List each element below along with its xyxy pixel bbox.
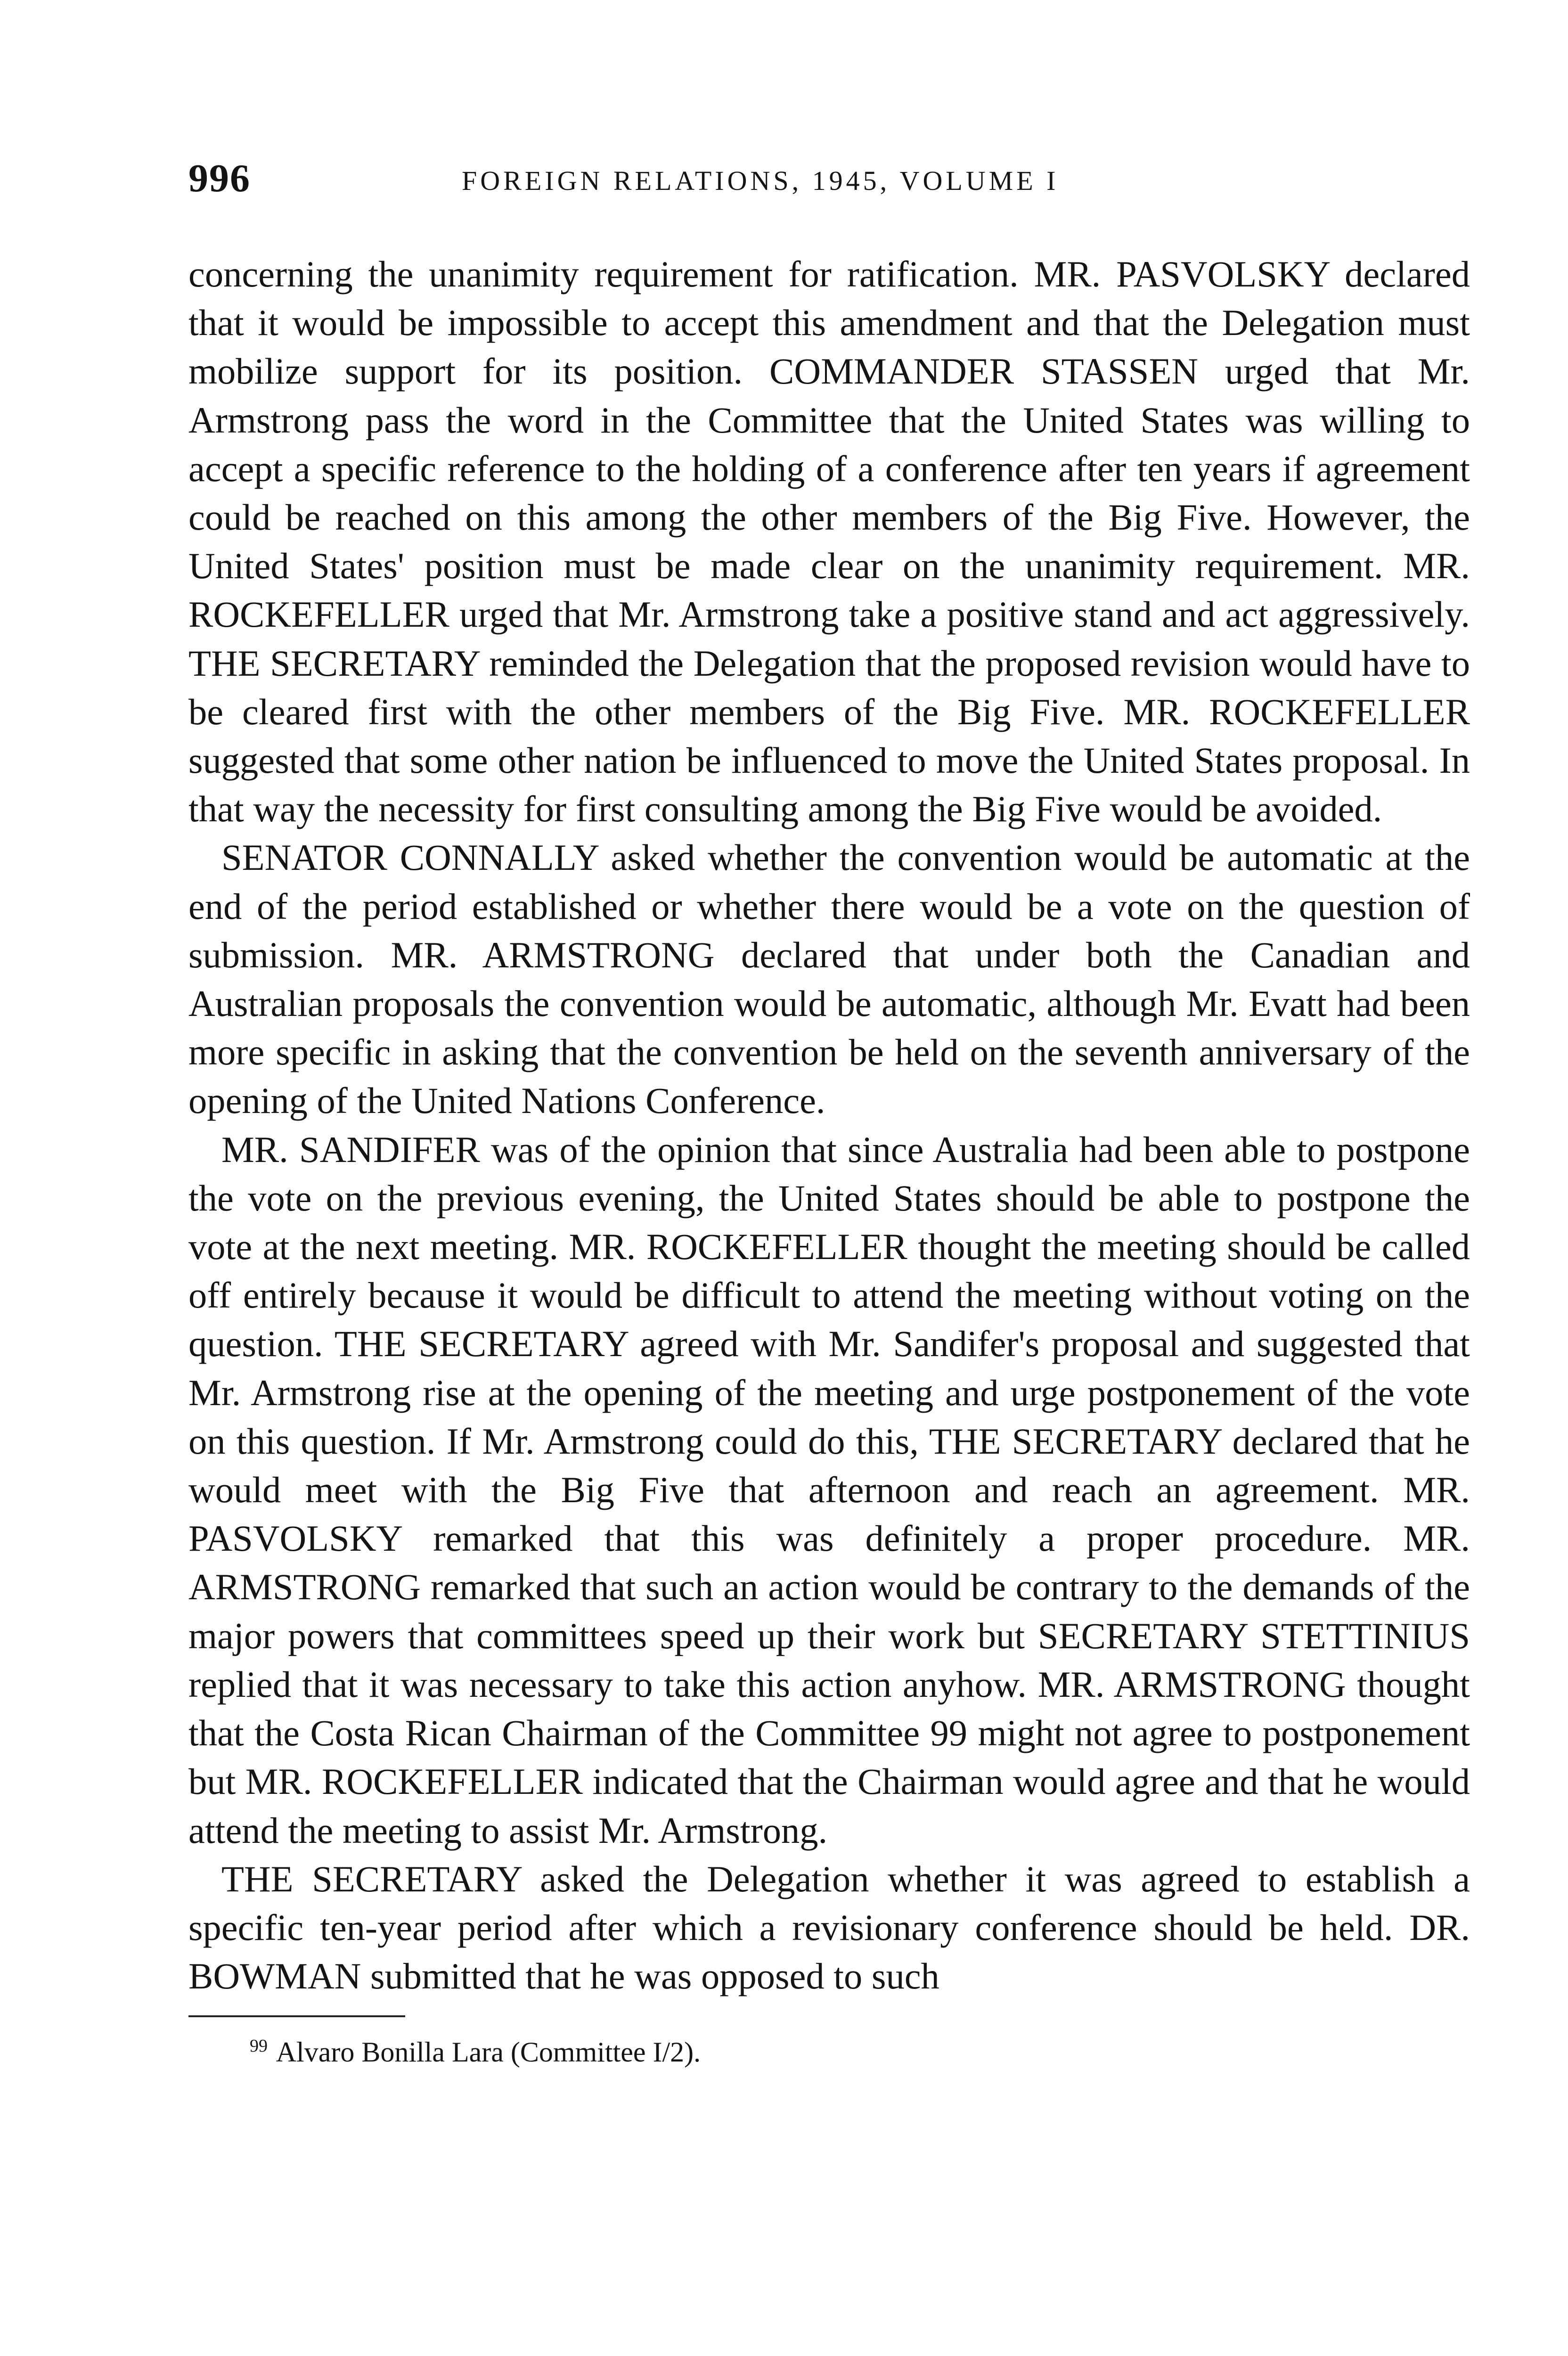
footnote-divider	[188, 2015, 405, 2017]
page-number: 996	[188, 156, 251, 200]
paragraph-secretary: THE SECRETARY asked the Delegation whether it was agreed to establish a specific ten-year period after which a revisionary conference should be held. DR. BOWMAN submitted that he was opposed to such	[188, 1858, 1470, 1997]
running-title: FOREIGN RELATIONS, 1945, VOLUME I	[462, 165, 1059, 196]
body-text	[188, 250, 1470, 2000]
paragraph-sandifer: MR. SANDIFER was of the opinion that since Australia had been able to postpone the vote on the previous evening, the United States should be able to postpone the vote at the next meeting. MR. ROCKEFELLER thought the meeting should be called off entirely because it would be difficult to attend the meeting without voting on the question. THE SECRETARY agreed with Mr. Sandifer's proposal and suggested that Mr. Armstrong rise at the opening of the meeting and urge postponement of the vote on this question. If Mr. Armstrong could do this, THE SECRETARY declared that he would meet with the Big Five that afternoon and reach an agreement. MR. PASVOLSKY remarked that this was definitely a proper procedure. MR. ARMSTRONG remarked that such an action would be contrary to the demands of the major powers that committees speed up their work but SECRETARY STETTINIUS replied that it was necessary to take this action anyhow. MR. ARMSTRONG thought that the Costa Rican Chairman of the Committee 99 might not agree to postponement but MR. ROCKEFELLER indicated that the Chairman would agree and that he would attend the meeting to assist Mr. Armstrong.	[188, 1129, 1470, 1851]
footnote-text: Alvaro Bonilla Lara (Committee I/2).	[276, 2037, 701, 2068]
paragraph-connally: SENATOR CONNALLY asked whether the convention would be automatic at the end of the period established or whether there would be a vote on the question of submission. MR. ARMSTRONG declared that under both the Canadian and Australian proposals the convention would be automatic, although Mr. Evatt had been more specific in asking that the convention be held on the seventh anniversary of the opening of the United Nations Conference.	[188, 837, 1470, 1121]
footnote	[188, 2033, 1470, 2071]
paragraph-continuation: concerning the unanimity requirement for ratification. MR. PASVOLSKY declared that it would be impossible to accept this amendment and that the Delegation must mobilize support for its position. COMMANDER STASSEN urged that Mr. Armstrong pass the word in the Committee that the United States was willing to accept a specific reference to the holding of a conference after ten years if agreement could be reached on this among the other members of the Big Five. However, the United States' position must be made clear on the unanimity requirement. MR. ROCKEFELLER urged that Mr. Armstrong take a positive stand and act aggressively. THE SECRETARY reminded the Delegation that the proposed revision would have to be cleared first with the other members of the Big Five. MR. ROCKEFELLER suggested that some other nation be influenced to move the United States proposal. In that way the necessity for first consulting among the Big Five would be avoided.	[188, 254, 1470, 830]
running-header	[188, 155, 1470, 217]
document-page	[188, 155, 1470, 2071]
footnote-marker: 99	[250, 2036, 268, 2056]
